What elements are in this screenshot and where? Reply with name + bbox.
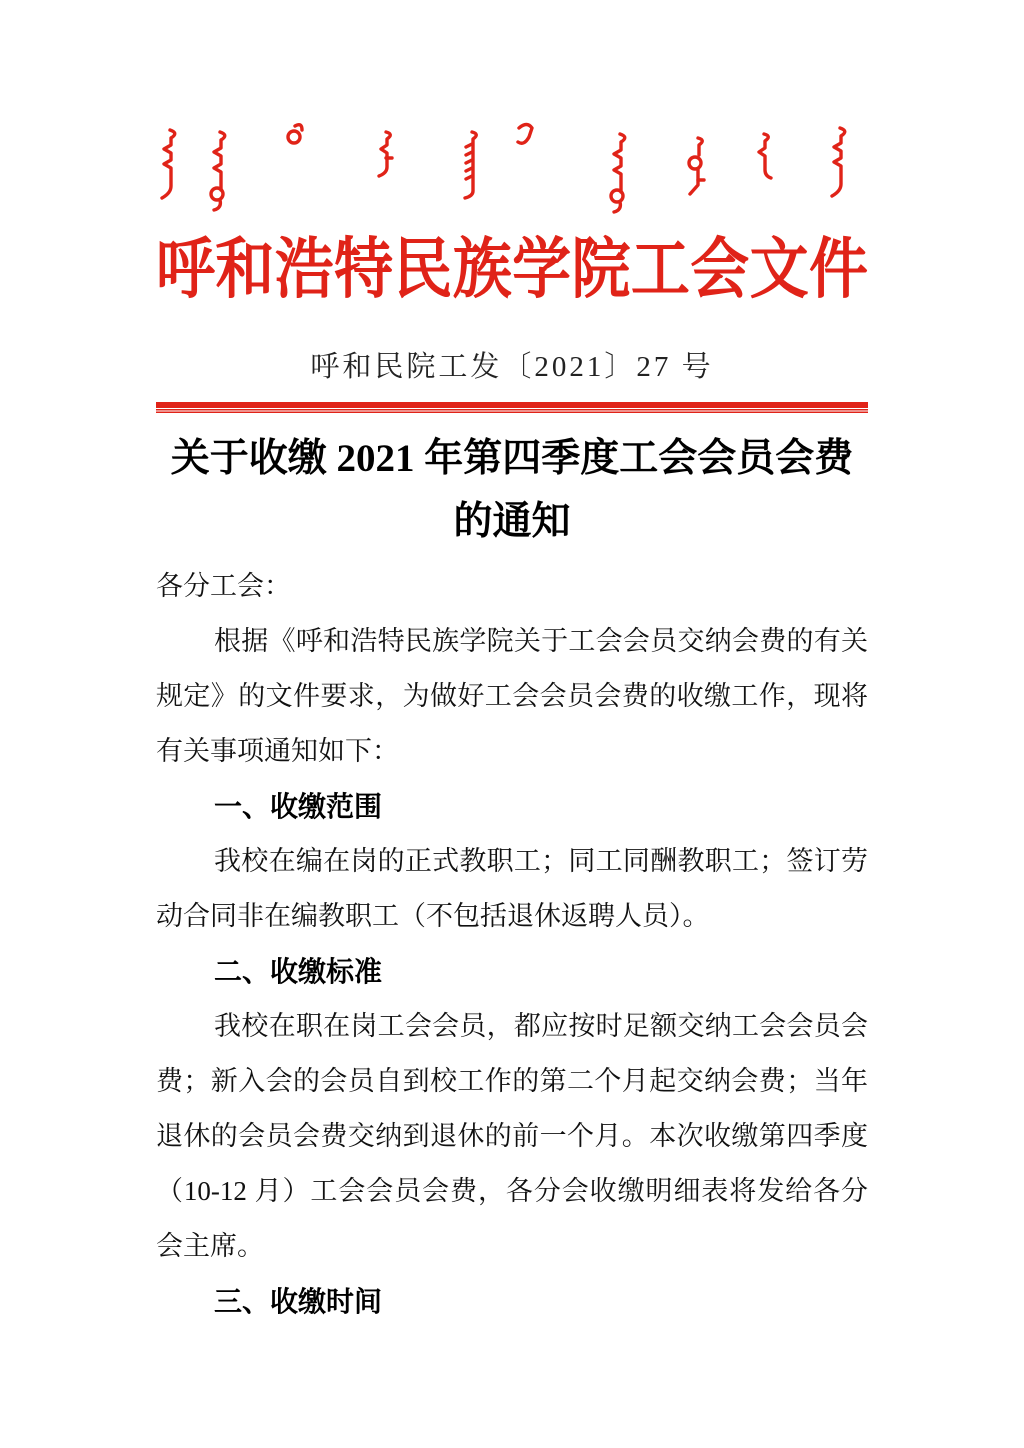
section-1-heading: 一、收缴范围 bbox=[214, 791, 383, 822]
red-separator-rule bbox=[156, 402, 868, 413]
section-2-paragraph: 我校在职在岗工会会员，都应按时足额交纳工会会员会费；新入会的会员自到校工作的第二个月起交纳会费；当年退休的会员会费交纳到退休的前一个月。本次收缴第四季度（10-12 月）工会会员会费，各分会收缴明细表将发给各分会主席。 bbox=[156, 1011, 868, 1261]
document-body bbox=[156, 559, 868, 1329]
intro-paragraph: 根据《呼和浩特民族学院关于工会会员交纳会费的有关规定》的文件要求，为做好工会会员会费的收缴工作，现将有关事项通知如下： bbox=[156, 626, 868, 766]
salutation: 各分工会： bbox=[156, 571, 291, 601]
document-number: 呼和民院工发〔2021〕27 号 bbox=[310, 351, 714, 383]
section-3-heading: 三、收缴时间 bbox=[214, 1286, 383, 1317]
document-content bbox=[156, 0, 868, 1329]
document-title: 关于收缴 2021 年第四季度工会会员会费的通知 bbox=[170, 437, 854, 543]
mongolian-script-icon bbox=[156, 122, 868, 226]
section-2-heading: 二、收缴标准 bbox=[214, 956, 383, 987]
letterhead-org-title: 呼和浩特民族学院工会文件 bbox=[156, 231, 868, 306]
section-1-paragraph: 我校在编在岗的正式教职工；同工同酬教职工；签订劳动合同非在编教职工（不包括退休返聘人员）。 bbox=[156, 846, 868, 931]
